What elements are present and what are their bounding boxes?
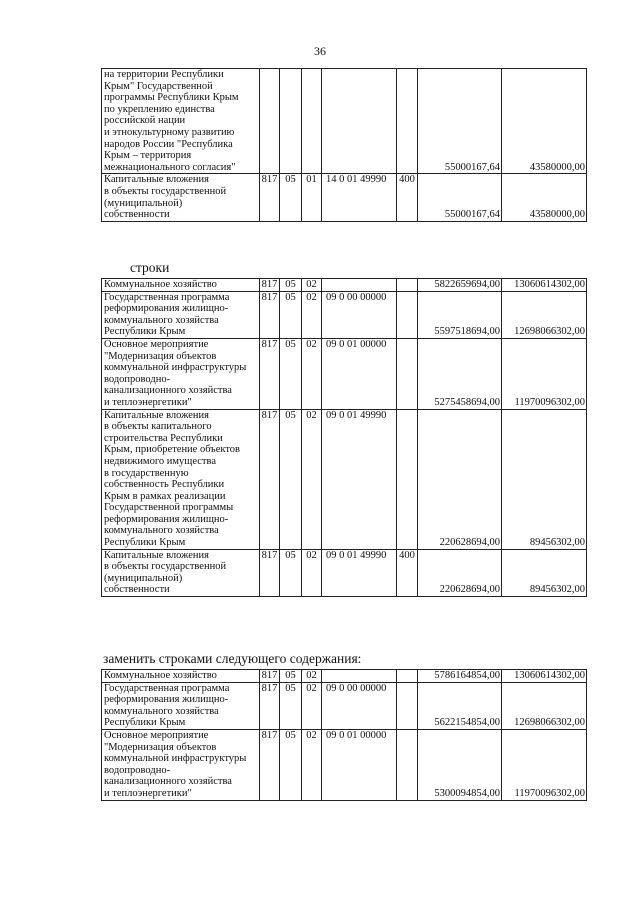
cell-pr bbox=[302, 69, 322, 174]
cell-sum-2: 89456302,00 bbox=[502, 409, 587, 549]
cell-csr bbox=[322, 670, 397, 683]
cell-sum-2: 11970096302,00 bbox=[502, 729, 587, 800]
cell-name: Основное мероприятие "Модернизация объектов коммунальной инфраструктуры водопроводно- канализационного хозяйства и теплоэнергетики" bbox=[102, 338, 260, 409]
cell-csr: 09 0 01 00000 bbox=[322, 338, 397, 409]
page-number: 36 bbox=[314, 44, 326, 58]
cell-pr: 02 bbox=[302, 670, 322, 683]
cell-vr bbox=[397, 69, 418, 174]
cell-sum-1: 55000167,64 bbox=[418, 174, 502, 221]
cell-csr: 09 0 01 49990 bbox=[322, 409, 397, 549]
cell-name: Государственная программа реформирования жилищно- коммунального хозяйства Республики Крым bbox=[102, 682, 260, 729]
cell-csr: 14 0 01 49990 bbox=[322, 174, 397, 221]
cell-sum-1: 220628694,00 bbox=[418, 409, 502, 549]
table-row bbox=[102, 279, 587, 292]
cell-sum-2: 43580000,00 bbox=[502, 174, 587, 221]
table-row bbox=[102, 549, 587, 596]
budget-table-1 bbox=[101, 68, 587, 222]
caption-rows: строки bbox=[130, 260, 170, 275]
table-row bbox=[102, 729, 587, 800]
cell-sum-2: 12698066302,00 bbox=[502, 291, 587, 338]
cell-pr: 02 bbox=[302, 338, 322, 409]
cell-name: Капитальные вложения в объекты государственной (муниципальной) собственности bbox=[102, 174, 260, 221]
cell-pr: 02 bbox=[302, 682, 322, 729]
cell-grbs: 817 bbox=[260, 682, 280, 729]
cell-sum-1: 5300094854,00 bbox=[418, 729, 502, 800]
cell-grbs: 817 bbox=[260, 174, 280, 221]
cell-name: Капитальные вложения в объекты капитального строительства Республики Крым, приобретение объектов недвижимого имущества в государственную собственность Республики Крым в рамках реализации Государственной программы реформирования жилищно- коммунального хозяйства Республики Крым bbox=[102, 409, 260, 549]
cell-name: Коммунальное хозяйство bbox=[102, 670, 260, 683]
cell-pr: 02 bbox=[302, 291, 322, 338]
cell-vr bbox=[397, 279, 418, 292]
cell-sum-2: 89456302,00 bbox=[502, 549, 587, 596]
table-row bbox=[102, 69, 587, 174]
cell-rz: 05 bbox=[280, 279, 302, 292]
cell-grbs: 817 bbox=[260, 279, 280, 292]
caption-replace: заменить строками следующего содержания: bbox=[103, 651, 362, 666]
cell-pr: 02 bbox=[302, 729, 322, 800]
cell-rz: 05 bbox=[280, 174, 302, 221]
cell-vr bbox=[397, 291, 418, 338]
cell-rz: 05 bbox=[280, 291, 302, 338]
cell-pr: 01 bbox=[302, 174, 322, 221]
cell-sum-1: 5622154854,00 bbox=[418, 682, 502, 729]
cell-rz: 05 bbox=[280, 409, 302, 549]
cell-vr bbox=[397, 409, 418, 549]
cell-csr: 09 0 01 00000 bbox=[322, 729, 397, 800]
cell-vr: 400 bbox=[397, 549, 418, 596]
cell-sum-2: 43580000,00 bbox=[502, 69, 587, 174]
cell-sum-1: 5822659694,00 bbox=[418, 279, 502, 292]
cell-grbs: 817 bbox=[260, 409, 280, 549]
table-row bbox=[102, 291, 587, 338]
cell-grbs: 817 bbox=[260, 291, 280, 338]
cell-sum-1: 5786164854,00 bbox=[418, 670, 502, 683]
cell-sum-2: 13060614302,00 bbox=[502, 670, 587, 683]
cell-csr: 09 0 01 49990 bbox=[322, 549, 397, 596]
budget-table-2 bbox=[101, 278, 587, 597]
cell-grbs: 817 bbox=[260, 670, 280, 683]
cell-sum-1: 55000167,64 bbox=[418, 69, 502, 174]
cell-name: Коммунальное хозяйство bbox=[102, 279, 260, 292]
cell-pr: 02 bbox=[302, 279, 322, 292]
cell-sum-1: 220628694,00 bbox=[418, 549, 502, 596]
cell-vr bbox=[397, 338, 418, 409]
cell-grbs bbox=[260, 69, 280, 174]
cell-vr bbox=[397, 670, 418, 683]
cell-name: Капитальные вложения в объекты государственной (муниципальной) собственности bbox=[102, 549, 260, 596]
cell-rz: 05 bbox=[280, 729, 302, 800]
cell-sum-1: 5597518694,00 bbox=[418, 291, 502, 338]
cell-rz: 05 bbox=[280, 670, 302, 683]
cell-rz: 05 bbox=[280, 338, 302, 409]
cell-rz bbox=[280, 69, 302, 174]
cell-csr: 09 0 00 00000 bbox=[322, 682, 397, 729]
cell-name: Государственная программа реформирования жилищно- коммунального хозяйства Республики Крым bbox=[102, 291, 260, 338]
cell-rz: 05 bbox=[280, 549, 302, 596]
cell-csr: 09 0 00 00000 bbox=[322, 291, 397, 338]
table-row bbox=[102, 338, 587, 409]
table-row bbox=[102, 682, 587, 729]
cell-name: Основное мероприятие "Модернизация объектов коммунальной инфраструктуры водопроводно- канализационного хозяйства и теплоэнергетики" bbox=[102, 729, 260, 800]
cell-grbs: 817 bbox=[260, 729, 280, 800]
cell-csr bbox=[322, 279, 397, 292]
cell-sum-1: 5275458694,00 bbox=[418, 338, 502, 409]
cell-vr bbox=[397, 729, 418, 800]
cell-pr: 02 bbox=[302, 549, 322, 596]
cell-name: на территории Республики Крым" Государственной программы Республики Крым по укреплению единства российской нации и этнокультурному развитию народов России "Республика Крым – территория межнационального согласия" bbox=[102, 69, 260, 174]
cell-vr: 400 bbox=[397, 174, 418, 221]
budget-table-3 bbox=[101, 669, 587, 801]
table-row bbox=[102, 174, 587, 221]
cell-vr bbox=[397, 682, 418, 729]
cell-grbs: 817 bbox=[260, 549, 280, 596]
cell-grbs: 817 bbox=[260, 338, 280, 409]
table-row bbox=[102, 409, 587, 549]
cell-csr bbox=[322, 69, 397, 174]
table-row bbox=[102, 670, 587, 683]
cell-sum-2: 12698066302,00 bbox=[502, 682, 587, 729]
cell-sum-2: 11970096302,00 bbox=[502, 338, 587, 409]
cell-rz: 05 bbox=[280, 682, 302, 729]
cell-sum-2: 13060614302,00 bbox=[502, 279, 587, 292]
cell-pr: 02 bbox=[302, 409, 322, 549]
